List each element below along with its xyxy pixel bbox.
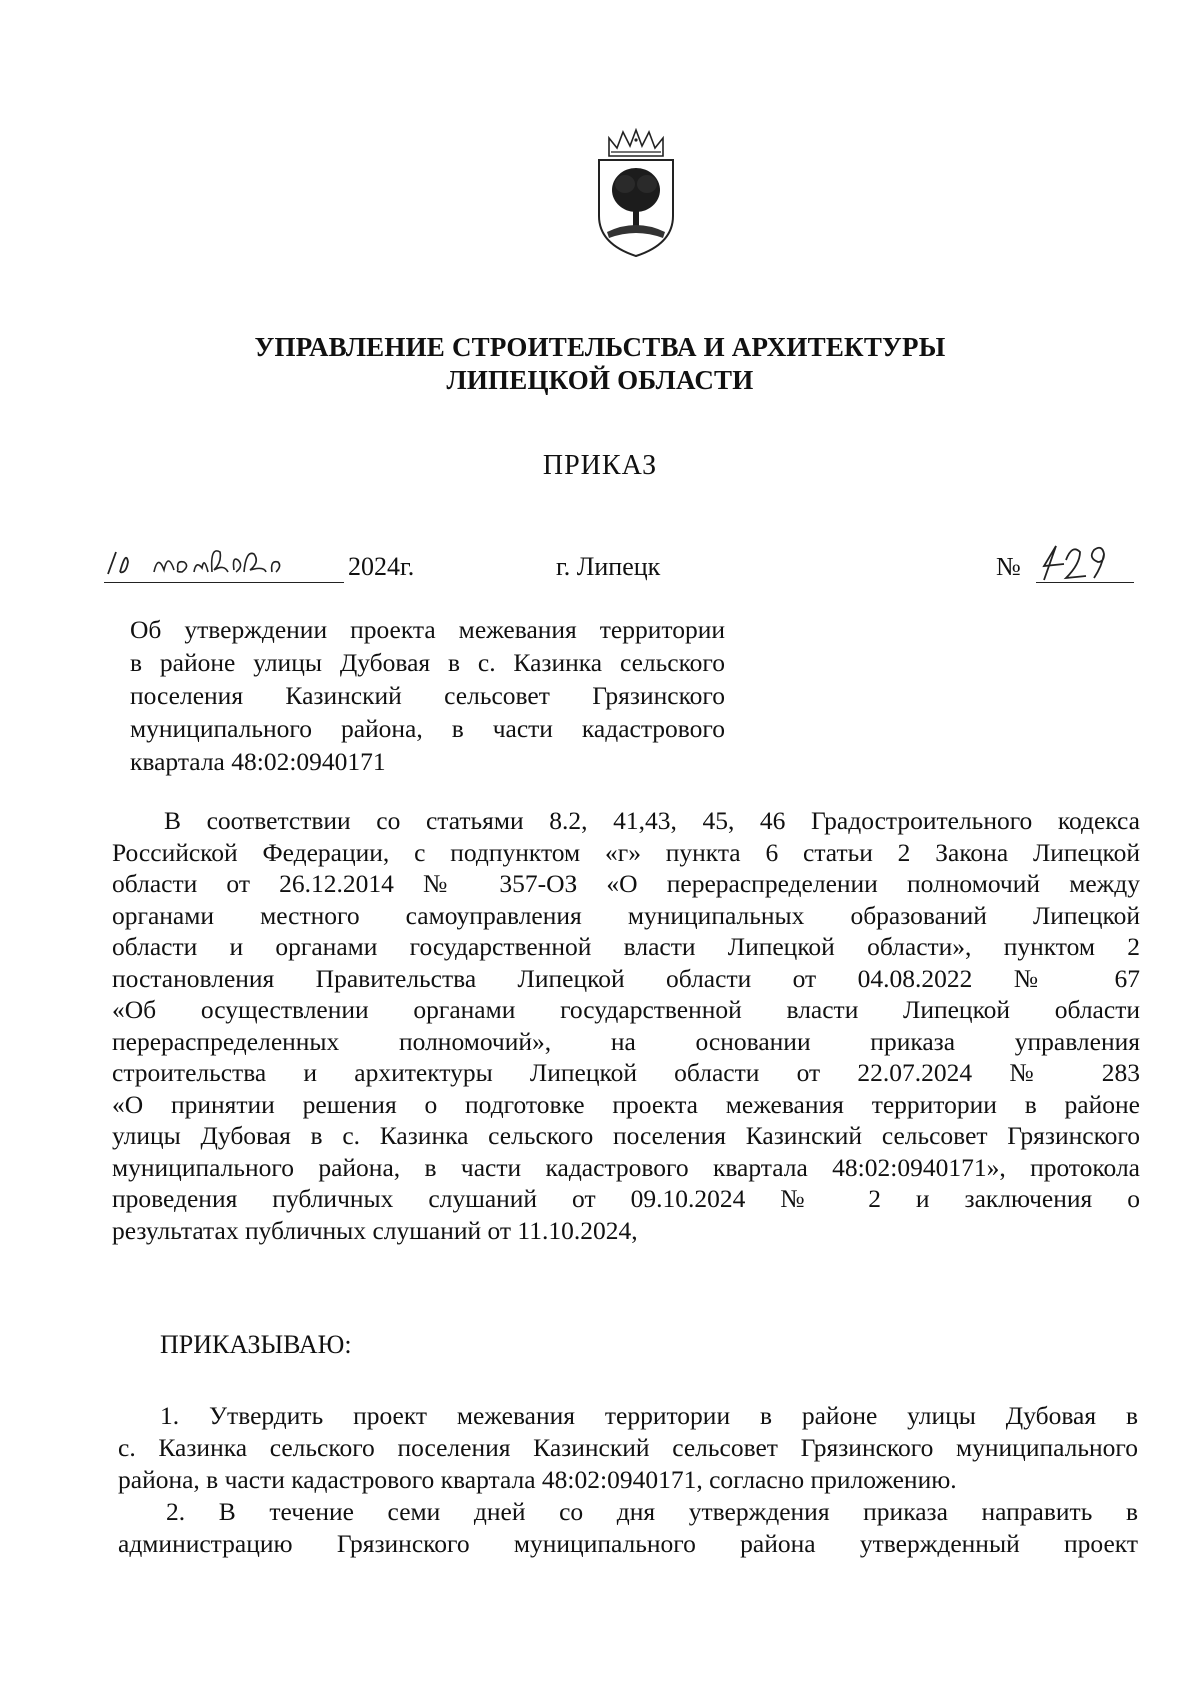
subject-line: квартала 48:02:0940171 <box>130 747 386 776</box>
subject-line: поселения Казинский сельсовет Грязинского <box>130 681 725 710</box>
preamble-line: результатах публичных слушаний от 11.10.2024, <box>112 1215 638 1245</box>
number-underline <box>1036 582 1134 583</box>
order-item-line: 2. В течение семи дней со дня утверждения приказа направить в <box>166 1497 1138 1526</box>
order-keyword: ПРИКАЗЫВАЮ: <box>160 1330 352 1359</box>
preamble-line: Российской Федерации, с подпунктом «г» пункта 6 статьи 2 Закона Липецкой <box>112 837 1140 867</box>
handwritten-number <box>1036 540 1136 586</box>
subject-line: муниципального района, в части кадастрового <box>130 714 725 743</box>
preamble-line: проведения публичных слушаний от 09.10.2024 № 2 и заключения о <box>112 1184 1140 1213</box>
order-item-line: 1. Утвердить проект межевания территории в районе улицы Дубовая в <box>160 1401 1138 1430</box>
preamble-paragraph <box>112 805 1140 1246</box>
preamble-line: постановления Правительства Липецкой области от 04.08.2022 № 67 <box>112 963 1140 993</box>
document-type: ПРИКАЗ <box>542 450 658 481</box>
preamble-line: «О принятии решения о подготовке проекта межевания территории в районе <box>112 1089 1140 1119</box>
preamble-line: области и органами государственной власти Липецкой области», пунктом 2 <box>112 932 1140 961</box>
preamble-line: муниципального района, в части кадастрового квартала 48:02:0940171», протокола <box>112 1152 1140 1182</box>
preamble-line: органами местного самоуправления муниципальных образований Липецкой <box>112 900 1140 930</box>
preamble-line: улицы Дубовая в с. Казинка сельского поселения Казинский сельсовет Грязинского <box>112 1121 1140 1150</box>
preamble-line: строительства и архитектуры Липецкой области от 22.07.2024 № 283 <box>112 1058 1140 1087</box>
document-city: г. Липецк <box>556 552 661 581</box>
order-item-line: с. Казинка сельского поселения Казинский сельсовет Грязинского муниципального <box>118 1433 1138 1462</box>
number-label: № <box>996 552 1021 581</box>
document-meta-row <box>0 550 1200 590</box>
subject-line: Об утверждении проекта межевания территории <box>130 615 725 644</box>
order-item-line: администрацию Грязинского муниципального района утвержденный проект <box>118 1529 1138 1558</box>
preamble-line: перераспределенных полномочий», на основании приказа управления <box>112 1026 1140 1056</box>
preamble-line: В соответствии со статьями 8.2, 41,43, 45, 46 Градостроительного кодекса <box>164 806 1140 835</box>
organization-title-line2: ЛИПЕЦКОЙ ОБЛАСТИ <box>446 365 754 395</box>
document-subject <box>130 613 725 778</box>
order-item-line: района, в части кадастрового квартала 48:02:0940171, согласно приложению. <box>118 1465 957 1494</box>
subject-line: в районе улицы Дубовая в с. Казинка сельского <box>130 648 725 677</box>
coat-of-arms-icon <box>587 128 685 260</box>
preamble-line: области от 26.12.2014 № 357-ОЗ «О перераспределении полномочий между <box>112 869 1140 898</box>
organization-title-line1: УПРАВЛЕНИЕ СТРОИТЕЛЬСТВА И АРХИТЕКТУРЫ <box>254 332 946 362</box>
order-items <box>118 1400 1138 1560</box>
handwritten-date <box>104 542 344 586</box>
document-year: 2024г. <box>348 552 415 581</box>
date-underline <box>104 582 344 583</box>
preamble-line: «Об осуществлении органами государственной власти Липецкой области <box>112 995 1140 1024</box>
